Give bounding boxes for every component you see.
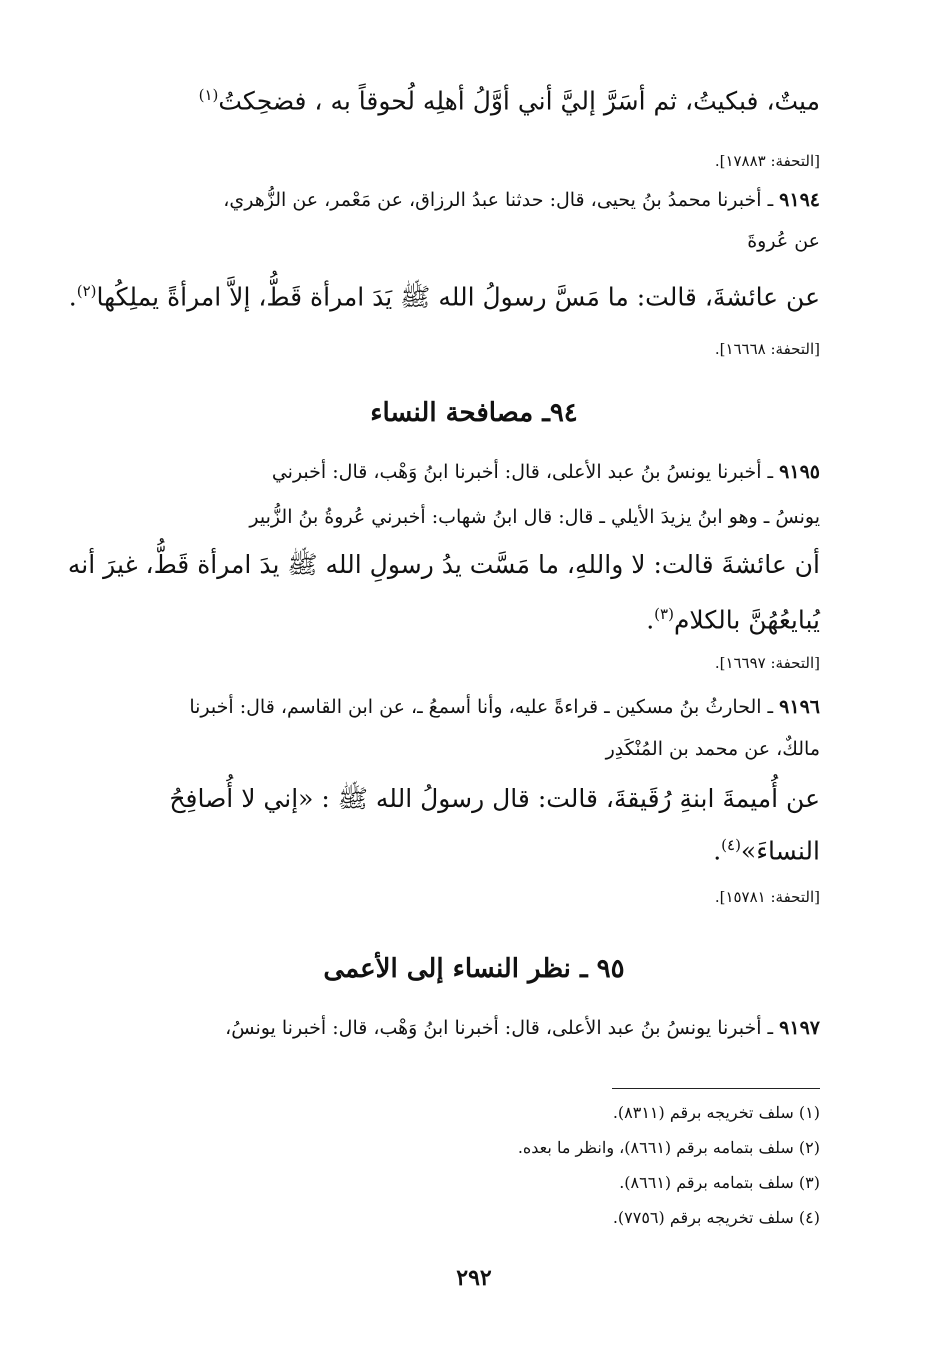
isnad-text: ـ أخبرنا يونسُ بنُ عبد الأعلى، قال: أخبرنا ابنُ وَهْب، قال: أخبرنا يونسُ، (225, 1017, 780, 1039)
hadith-9195-line2: يونسُ ـ وهو ابنُ يزيدَ الأيلي ـ قال: قال ابنُ شهاب: أخبرني عُروةُ بنُ الزُّبير (249, 506, 820, 528)
footnote-marker: (٢) (76, 282, 97, 300)
hadith-number: ٩١٩٥ (779, 461, 820, 483)
text-line (128, 78, 820, 118)
hadith-9196-line2: مالكٌ، عن محمد بن المُنْكَدِر (605, 738, 820, 760)
hadith-9197-line1 (128, 1014, 820, 1042)
hadith-9194-matn: عن عائشةَ، قالت: ما مَسَّ رسولُ الله ﷺ يَدَ امرأة قَطُّ، إلاَّ امرأةً يملِكُها$^{(٢)}$. (68, 282, 820, 312)
hadith-number: ٩١٩٤ (779, 189, 820, 211)
tuhfa-reference: [التحفة: ١٥٧٨١]. (714, 888, 820, 906)
hadith-9194-line2: عن عُروةَ (747, 230, 820, 252)
hadith-9195-matn1: أن عائشةَ قالت: لا واللهِ، ما مَسَّت يدُ رسولِ الله ﷺ يدَ امرأة قَطُّ، غيرَ أنه (67, 550, 820, 579)
hadith-number: ٩١٩٧ (779, 1017, 820, 1039)
hadith-9196-matn2: النساءَ»$^{(٤)}$. (713, 836, 820, 866)
footnote-2: (٢) سلف بتمامه برقم (٨٦٦١)، وانظر ما بعده. (517, 1138, 820, 1157)
footnote-marker: (٣) (654, 605, 674, 623)
matn-text: عن عائشةَ، قالت: ما مَسَّ رسولُ الله ﷺ يَدَ امرأة قَطُّ، إلاَّ امرأةً يملِكُها (96, 282, 820, 312)
hadith-text: ميتٌ، فبكيتُ، ثم أسَرَّ إليَّ أني أوَّلُ أهلِه لُحوقاً به ، فضحِكتُ (218, 86, 820, 116)
isnad-text: ـ الحارثُ بنُ مسكين ـ قراءةً عليه، وأنا أسمعُ ـ، عن ابن القاسم، قال: أخبرنا (189, 696, 780, 718)
footnote-marker: (١) (198, 86, 219, 104)
isnad-text: ـ أخبرنا يونسُ بنُ عبد الأعلى، قال: أخبرنا ابنُ وَهْب، قال: أخبرني (271, 461, 780, 483)
matn-text: يُبايعُهُنَّ بالكلام (673, 605, 820, 635)
matn-text: النساءَ» (740, 836, 820, 866)
hadith-9194-line1 (128, 186, 820, 214)
hadith-number: ٩١٩٦ (779, 696, 820, 718)
isnad-text: ـ أخبرنا محمدُ بنُ يحيى، قال: حدثنا عبدُ الرزاق، عن مَعْمر، عن الزُّهري، (223, 189, 780, 211)
footnote-4: (٤) سلف تخريجه برقم (٧٧٥٦). (612, 1208, 820, 1227)
hadith-9195-line1 (128, 458, 820, 486)
footnote-3: (٣) سلف بتمامه برقم (٨٦٦١). (619, 1173, 820, 1192)
hadith-9195-matn2: يُبايعُهُنَّ بالكلام$^{(٣)}$. (646, 605, 820, 635)
footnote-separator (612, 1088, 820, 1089)
page-number: ٢٩٢ (456, 1265, 492, 1291)
hadith-9196-matn1: عن أُميمةَ ابنةِ رُقَيقةَ، قالت: قال رسولُ الله ﷺ : «إني لا أُصافِحُ (169, 784, 820, 813)
footnote-1: (١) سلف تخريجه برقم (٨٣١١). (612, 1103, 820, 1122)
hadith-9196-line1 (128, 693, 820, 721)
tuhfa-reference: [التحفة: ١٦٦٩٧]. (714, 654, 820, 672)
footnote-marker: (٤) (721, 836, 741, 854)
tuhfa-reference: [التحفة: ١٦٦٦٨]. (714, 340, 820, 358)
tuhfa-reference: [التحفة: ١٧٨٨٣]. (714, 152, 820, 170)
chapter-heading-95: ٩٥ ـ نظر النساء إلى الأعمى (323, 954, 625, 984)
chapter-heading-94: ٩٤ـ مصافحة النساء (370, 398, 578, 428)
